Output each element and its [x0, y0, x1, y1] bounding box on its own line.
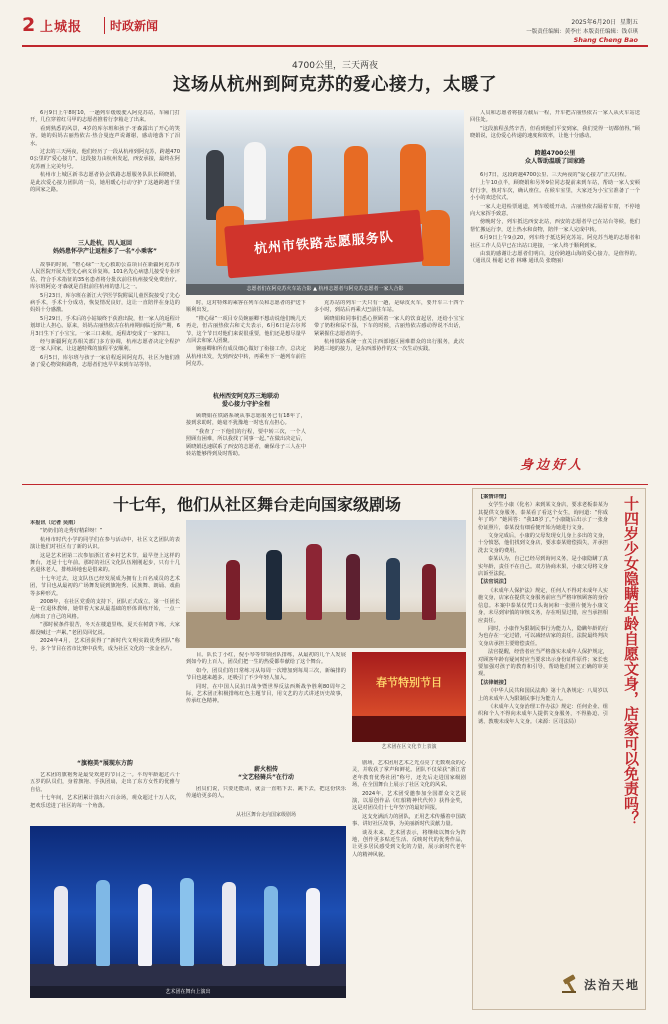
- story2-col3: [352, 760, 466, 1000]
- paragraph: 6月9日上午8时10，一趟列车缓缓驶入阿克苏站，车厢门打开，几位穿着红马甲的志愿者推着行李箱走了出来。: [30, 110, 180, 124]
- story1-col3: [314, 300, 464, 478]
- performer: [346, 554, 360, 620]
- stamp-good-people: 身边好人: [520, 458, 585, 473]
- brand-en: Shang Cheng Bao: [573, 36, 638, 44]
- paper-name: 上城报: [40, 20, 83, 35]
- stage-photo-main: [186, 520, 466, 648]
- story1-kicker: 4700公里，三天两夜: [292, 61, 378, 71]
- photo-caption: 艺术团在舞台上演出: [30, 986, 346, 998]
- story2-col1-subhead: “旗袍美”展现东方韵: [77, 760, 133, 767]
- paragraph: 杭州市上城区新书志愿者协会铁路志愿服务队队长顾晓娟，是此次爱心接力团队的一员，她用暖心行动守护了这趟跨越千里的回家之路。: [30, 172, 180, 194]
- small-photo-caption: 艺术团在区文化节上表演: [381, 744, 437, 750]
- story1-col1: [30, 110, 180, 235]
- paragraph: 6月7日，这段跨越4700公里、三天两夜的“爱心接力”正式启程。: [480, 172, 630, 178]
- case-tag: 【案情详情】: [478, 494, 510, 500]
- paragraph: 时，这对特殊的乘客在列车员和志愿者的护送下顺利出发。: [186, 300, 306, 314]
- story3-headline: 十四岁少女隐瞒年龄自愿文身，店家可以免责吗？: [622, 496, 640, 826]
- paragraph: 这是艺术团第二次参加浙江省乡村艺术节，最早登上这样的舞台，还是十七年前。那时的社区文化队伍刚刚起步，只有十几名退休老人，排练场地也是借来的。: [30, 552, 180, 574]
- story1-headline: 这场从杭州到阿克苏的爱心接力，太暖了: [173, 75, 497, 95]
- paragraph: 谈及未来，艺术团表示，将继续以舞台为阵地，创作更多贴近生活、反映时代的优秀作品，让更多居民感受到文化的力量，展示新时代老年人的精神风貌。: [352, 829, 466, 858]
- paragraph: 由衷的感谢让志愿者们明白，这份跨越山海的爱心接力，是值得的。（通讯员 杨超 记者 林琳 通讯员 张晓丽）: [470, 251, 640, 265]
- stage-title: 春节特别节目: [376, 676, 442, 689]
- paragraph: “奶奶们的走秀好精彩呀！”: [40, 528, 103, 535]
- story1-col4b: [470, 172, 640, 452]
- editors: 一版责任编辑：黄李庄 本版责任编辑：钱卓琪: [526, 29, 638, 35]
- paragraph: “我查了一下他们的行程，要中转三次，一个人照顾有困难，所以我找了同事一起。”在做出决定后，顾晓娟迅速联系了西安的志愿者，确保母子三人在中转站能够得到及时帮助。: [186, 428, 306, 458]
- paragraph: 过去的三天两夜，他们经历了一段从杭州到阿克苏，跨越4700公里的“爱心接力”。这段接力由杭州发起，西安承接，最终在阿克苏画上完美句号。: [30, 149, 180, 170]
- stage-photo-bottom: [30, 826, 346, 998]
- story2-headline: 十七年，他们从社区舞台走向国家级剧场: [112, 495, 401, 514]
- analysis-tag: 【法官说法】: [478, 579, 510, 586]
- paragraph: 2024年，艺术团受邀参加全国群众文艺展演，以原创作品《红船精神代代传》获得金奖，这是对团员们十七年坚守的最好回报。: [352, 790, 466, 812]
- performer: [54, 886, 68, 966]
- paragraph: 目。队长丁小红，倪小琴等带领团队排练，从最初的几个人发展到如今的上百人，团员们把一生的热爱都奉献给了这个舞台。: [186, 652, 346, 666]
- story1-col1-subhead: 三人赴杭，四人返回 妈妈患怀孕产让返程多了一名“小乘客”: [53, 240, 157, 255]
- paragraph: 顾晓娟在铁路系统从事志愿服务已有18年了，接到求助时，她毫不犹豫地一时也有点担心。: [186, 413, 306, 427]
- paragraph: 5月23日，库尔班在浙江大学医学院附属儿童医院接受了先心病手术，手术十分成功，恢复情况良好，这让一直陪伴在身边的妈妈十分感激。: [30, 292, 180, 314]
- stamp-law: [560, 972, 644, 996]
- paragraph: 《中华人民共和国民法典》第十九条规定：八周岁以上的未成年人为限制民事行为能力人。: [478, 688, 608, 702]
- paragraph: 2024年4月，艺术团获得了“新时代文明实践优秀团队”称号，多个节目在省市比赛中获奖，成为社区文化的一张金名片。: [30, 638, 180, 652]
- paragraph: 法官提醒，经营者应当严格落实未成年人保护规定，对顾客年龄有疑问时应当要求出示身份证件原件；家长也要加强对孩子的教育和引导，帮助他们树立正确的审美观。: [478, 649, 608, 678]
- performer: [226, 560, 240, 620]
- performer: [266, 550, 282, 620]
- paragraph: 6月5日，库尔班与孩子一家启程返回阿克苏，社区为他们准备了爱心物资和路费，志愿者们也早早来到车站等待。: [30, 354, 180, 369]
- performer: [306, 888, 320, 966]
- paragraph: 顾晓娟和同事们悉心照顾着一家人的饮食起居，还给小宝宝带了奶粉和尿不湿，下车的时候，古丽热依古感动得说不出话，紧紧握住志愿者的手。: [314, 315, 464, 337]
- story2-col2-subhead: 薪火相传 “文艺轻骑兵”在行动: [238, 766, 294, 781]
- page-number: 2: [22, 14, 36, 36]
- gavel-icon: [560, 974, 582, 994]
- law-tag: 【法律链接】: [478, 679, 510, 686]
- paragraph: 艺术团的旗袍秀是最受欢迎的节目之一。平均年龄超过六十五岁的队员们，身着旗袍、手执团扇，走出了东方女性的优雅与自信。: [30, 772, 180, 793]
- performer: [180, 878, 194, 966]
- volunteer: [344, 146, 368, 224]
- stamp-law-text: 法治天地: [584, 978, 641, 992]
- paragraph: 克苏站的列车一天只有一趟，是绿皮火车，要开车三十四个多小时，到站后再乘大巴前往车站。: [314, 300, 464, 314]
- paragraph: 上午10点半，顾晓娟和另外9位同志提前来到车站，帮助一家人安顿好行李，核对车次，确认座位。在候车室里，大家还为小宝宝准备了一个小小的欢送仪式。: [470, 180, 640, 202]
- paragraph: 这支充满活力的团队，正用艺术传播着中国故事、讲好社区故事，为美丽新时代贡献力量。: [352, 813, 466, 828]
- performer: [422, 564, 436, 620]
- performer: [96, 880, 110, 966]
- paragraph: 如今，团员们的日常练习从每周一次增加到每周三次，新编排的节目也越来越多，还吸引了不少年轻人加入。: [186, 667, 346, 682]
- photo-caption: 志愿者们在阿克苏火车站合影 ▲ 杭州志愿者与阿克苏志愿者一家人合影: [186, 284, 464, 295]
- story1-photo: [186, 110, 464, 295]
- paragraph: 人员和志愿者将接力截后一程，开车把古丽热依古一家人从火车站送回住处。: [470, 110, 640, 124]
- weekday: 星期五: [619, 19, 638, 26]
- paragraph: 《未成年人保护法》规定，任何人不得对未成年人实施文身，店家在提供文身服务前应当严格审核顾客的身份信息。本案中泰某仅凭口头询问和一张照片便为小康文身，未尽到审慎的审核义务，存在明显过错，应当承担相应责任。: [478, 587, 608, 624]
- performer: [306, 544, 322, 620]
- mid-photo-caption: 从社区舞台走向国家级剧场: [235, 812, 296, 818]
- performer: [138, 884, 152, 966]
- paragraph: 十七年过去，这支队伍已经发展成为拥有上百名成员的艺术团，节目也从最初的广场舞发展到旗袍秀、民族舞、朗诵、戏曲等多种形式。: [30, 575, 180, 597]
- banner-text: 杭州市铁路志愿服务队: [253, 229, 395, 258]
- story1-col2-subhead: 杭州西安阿克苏三地联动 爱心接力守护全程: [212, 393, 279, 408]
- byline: 本报讯（记者 吴雨）: [30, 520, 79, 526]
- issue-date: [571, 17, 638, 26]
- story1-col1b: [30, 262, 180, 477]
- paragraph: 一家人走进检票通道，列车缓缓开动。古丽热依古隔着车窗，不停地向大家挥手致意。: [470, 203, 640, 218]
- header-rule: [22, 45, 648, 47]
- paragraph: 十七年间，艺术团累计演出六百余场，观众超过十万人次，把欢乐送进了社区的每一个角落。: [30, 795, 180, 809]
- story1-col4-subhead: 跨越4700公里 众人帮助温暖了回家路: [524, 150, 585, 165]
- paragraph: 团员们说，只要还能动，就会一直唱下去、跳下去，把这份快乐传递给更多的人。: [186, 786, 346, 800]
- story1-col4: [470, 110, 640, 146]
- paragraph: 6月9日上午9点20，列车终于抵达阿克苏站。阿克苏当地的志愿者和社区工作人员早已在出站口迎接，一家人终于顺利到家。: [470, 235, 640, 249]
- volunteer: [422, 210, 450, 266]
- paragraph: 女学生小康（化名）来到某文身店，要求老板泰某为其提供文身服务，泰某看了看这个女生，询问道：“你成年了吗？”她回答：“我18岁了。”小康随后出示了一张身份证照片，泰某没有细看便开始为她进行文身。: [478, 502, 608, 531]
- paragraph: 杭州铁路系统一直关注西部地区困难群众的出行服务，此次跨越三地的接力，是东西部协作的又一次生动实践。: [314, 339, 464, 353]
- paragraph: 《未成年人文身治理工作办法》规定：任何企业、组织和个人不得向未成年人提供文身服务，不得胁迫、引诱、教唆未成年人文身。（来源：区司法局）: [478, 703, 608, 725]
- paragraph: 泰某认为，自己已经尽到询问义务，是小康隐瞒了真实年龄，责任不在自己。双方协商未果，小康父母将文身店诉至法院。: [478, 556, 608, 578]
- paragraph: “那时候条件很苦，冬天在楼道里练，夏天在树荫下练，大家都没喊过一声累。”老团员回忆说。: [30, 622, 180, 636]
- paragraph: 看到熟悉的风景，4岁的库尔班和孩子·牙森露出了开心的笑容。她的妈妈古丽热依古·热合曼连声说谢谢，感动地落下了泪水。: [30, 125, 180, 147]
- paragraph: 傍晚时分，列车抵达西安北站，西安的志愿者早已在站台等候，他们帮忙搬运行李，送上热水和食物，陪伴一家人完成中转。: [470, 219, 640, 233]
- date: 2025年6月20日: [571, 19, 617, 26]
- performer: [264, 886, 278, 966]
- paragraph: 经与新疆阿克苏相关部门多方协调，杭州志愿者决定全程护送一家人回家，让这趟特殊的旅程平安顺利。: [30, 339, 180, 353]
- paragraph: “橙心绿”一项目专员婉丽卿不想动说他们晚几天再走，但古丽热依古和丈夫表示，6月6日是古尔邦节，这个节日对他们来说很重要，他们还是想尽量早点回去和家人团聚。: [186, 315, 306, 345]
- stage-photo-small: [352, 652, 466, 742]
- paragraph: 同时，在中国人民抗日战争暨世界反法西斯战争胜利80周年之际，艺术团正积极排练红色主题节目，用文艺的方式讲述历史故事，传承红色精神。: [186, 683, 346, 705]
- person: [244, 142, 266, 220]
- paragraph: 婉丽卿和所有成员细心做好了衔接工作，总决定从杭州出发，先到西安中转，再乘坐下一趟列车前往阿克苏。: [186, 346, 306, 368]
- paragraph: 文身完成后，小康的父母发现女儿身上多出的文身，十分愤怒，他们找到文身店，要求泰某赔偿损失，并承担洗去文身的费用。: [478, 533, 608, 554]
- paragraph: 故事的时间，“橙心绿”一无心救助公益项目在新疆阿克苏市人民医院开展大型先心病义诊复筛。101名先心病患儿接受专业评估，符合手术指征的35名患者将分批次前往杭州接受免费治疗。库尔班阿克·牙森就是首批前往杭州的患儿之一。: [30, 262, 180, 291]
- section-name: 时政新闻: [104, 17, 158, 34]
- story2-col2: [186, 652, 346, 762]
- paragraph: 剧场，艺术团用艺术之光点亮了无数观众的心灵，并收获了掌声和鲜花。团队不仅荣获“浙江省老年教育优秀社团”称号，还先后走进国家级剧场，在全国舞台上展示了社区文化的风采。: [352, 760, 466, 789]
- story2-col1b: [30, 772, 180, 824]
- paragraph: “这段旅程虽然辛苦，但看到他们平安到家，我们觉得一切都值得。”顾晓娟说，这份爱心传递的速度和效率，让他十分感动。: [470, 125, 640, 140]
- story2-col1: [30, 520, 180, 756]
- paragraph: 2008年，在社区党委的支持下，团队正式成立。第一任团长是一位退休教师，她带着大家从最基础的形体训练开始，一点一点练出了自己的风格。: [30, 599, 180, 620]
- paragraph: 5月29日，手术后的小姑娘终于获准出院，但一家人的返程计划却让人担心。原来，妈妈古丽热依古在杭州期间临近预产期，6月3日生下了小宝宝。一家三口来杭，返程却变成了一家四口。: [30, 315, 180, 337]
- stage-floor: [352, 716, 466, 742]
- story1-col2: [186, 300, 306, 390]
- station-roof: [186, 110, 464, 148]
- story3-text: [478, 494, 608, 964]
- performer: [222, 882, 236, 966]
- story1-col2b: [186, 413, 306, 479]
- paragraph: 杭州市时代小学的同学们在参与活动中，社区文艺团队的表演让他们对社区有了新的认识。: [30, 536, 180, 551]
- masthead: [22, 8, 648, 48]
- volunteer: [288, 146, 312, 224]
- paragraph: 同时，小康作为限制民事行为能力人，隐瞒年龄的行为也存在一定过错，可以减轻店家的责任。法院最终判决文身店承担主要赔偿责任。: [478, 625, 608, 647]
- story-divider: [22, 484, 648, 485]
- story2-col2b: [186, 786, 346, 808]
- performer: [386, 558, 400, 620]
